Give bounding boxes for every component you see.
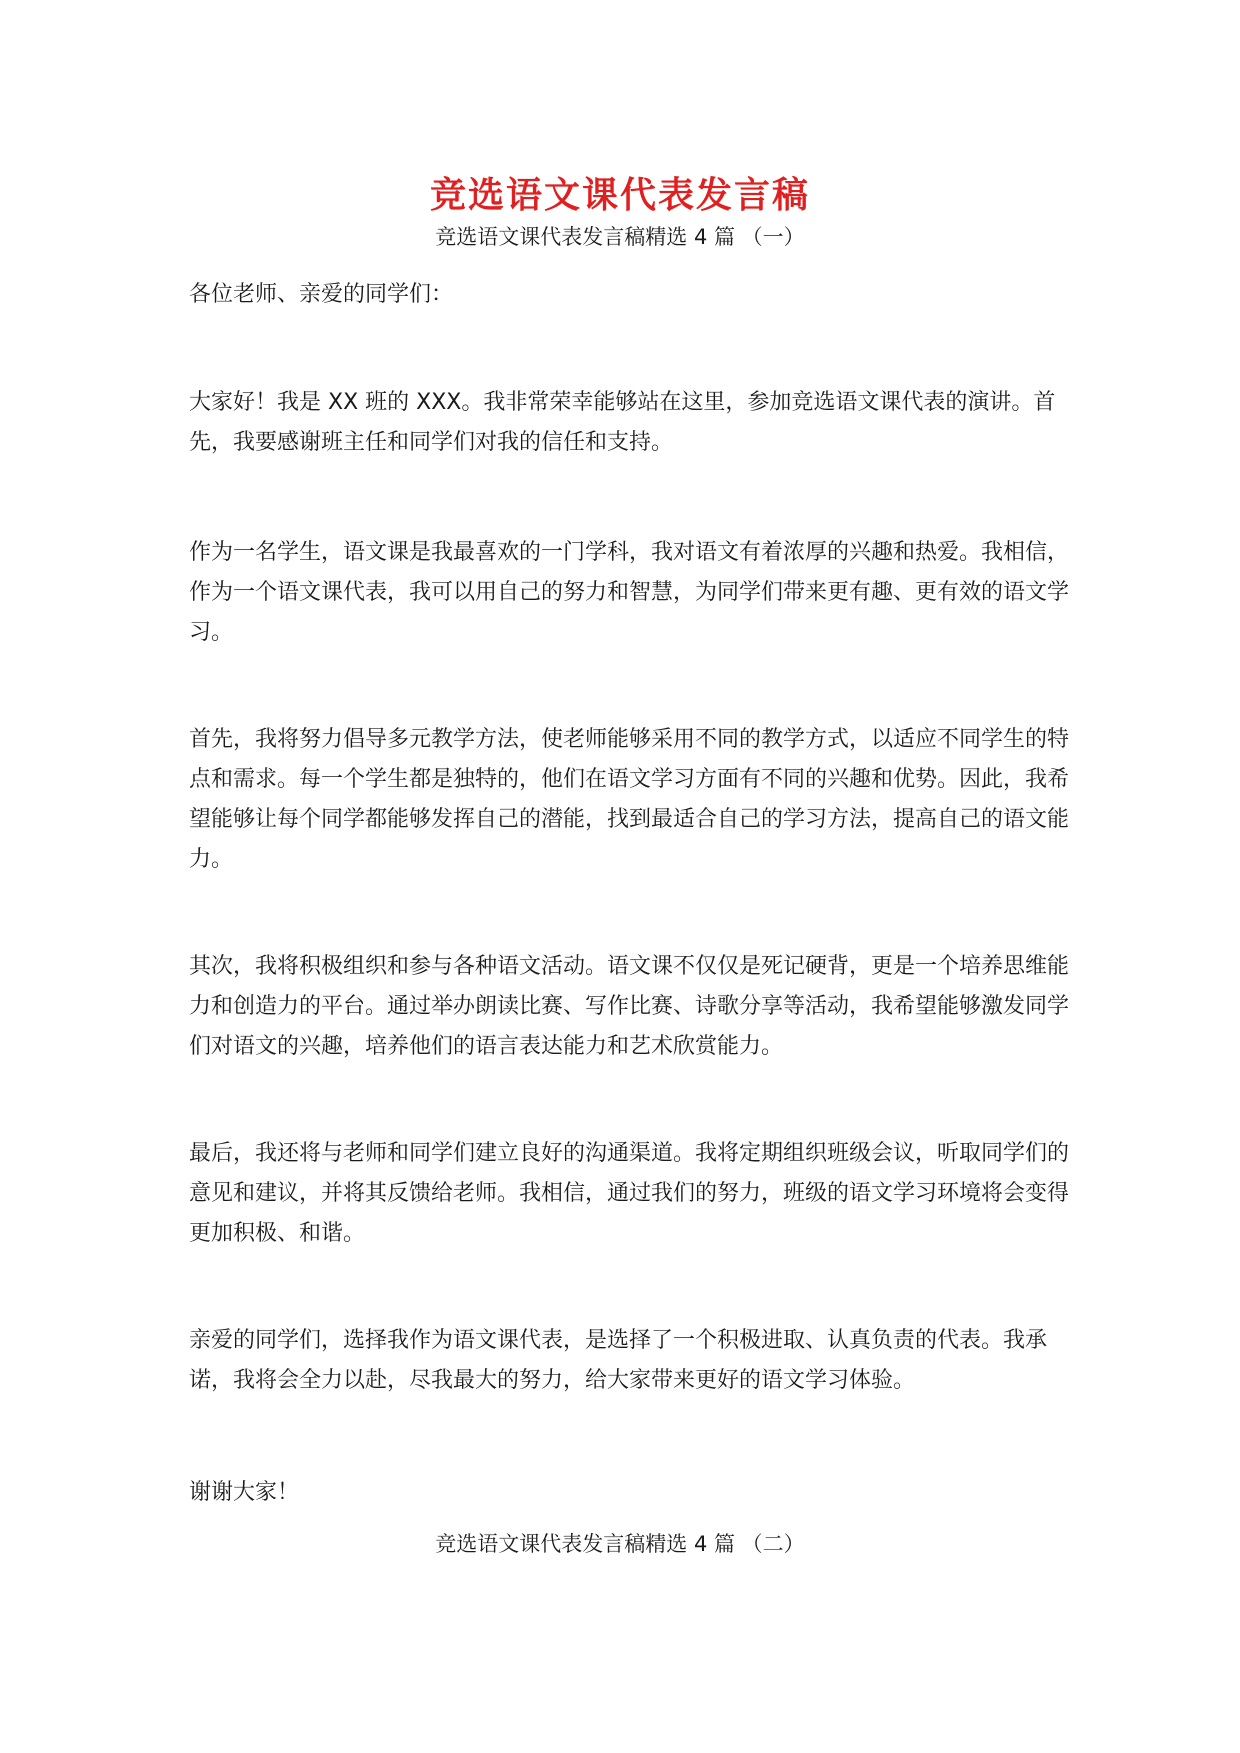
document-title: 竞选语文课代表发言稿 [429,175,810,217]
body-paragraph: 亲爱的同学们，选择我作为语文课代表，是选择了一个积极进取、认真负责的代表。我承诺，我将会全力以赴，尽我最大的努力，给大家带来更好的语文学习体验。 [189,1328,1048,1393]
greeting-line: 各位老师、亲爱的同学们： [189,282,454,307]
section-heading-one: 竞选语文课代表发言稿精选 4 篇 （一） [435,225,805,249]
body-paragraph: 大家好！我是 XX 班的 XXX。我非常荣幸能够站在这里，参加竞选语文课代表的演讲。首先，我要感谢班主任和同学们对我的信任和支持。 [189,390,1056,455]
body-paragraph: 首先，我将努力倡导多元教学方法，使老师能够采用不同的教学方式，以适应不同学生的特点和需求。每一个学生都是独特的，他们在语文学习方面有不同的兴趣和优势。因此，我希望能够让每个同学都能够发挥自己的潜能，找到最适合自己的学习方法，提高自己的语文能力。 [189,727,1070,872]
body-paragraph: 最后，我还将与老师和同学们建立良好的沟通渠道。我将定期组织班级会议，听取同学们的意见和建议，并将其反馈给老师。我相信，通过我们的努力，班级的语文学习环境将会变得更加积极、和谐。 [189,1141,1070,1246]
section-heading-two: 竞选语文课代表发言稿精选 4 篇 （二） [435,1532,805,1556]
body-paragraph: 其次，我将积极组织和参与各种语文活动。语文课不仅仅是死记硬背，更是一个培养思维能力和创造力的平台。通过举办朗读比赛、写作比赛、诗歌分享等活动，我希望能够激发同学们对语文的兴趣，培养他们的语言表达能力和艺术欣赏能力。 [189,954,1070,1059]
closing-line: 谢谢大家！ [189,1480,300,1505]
body-paragraph: 作为一名学生，语文课是我最喜欢的一门学科，我对语文有着浓厚的兴趣和热爱。我相信，作为一个语文课代表，我可以用自己的努力和智慧，为同学们带来更有趣、更有效的语文学习。 [189,540,1070,645]
